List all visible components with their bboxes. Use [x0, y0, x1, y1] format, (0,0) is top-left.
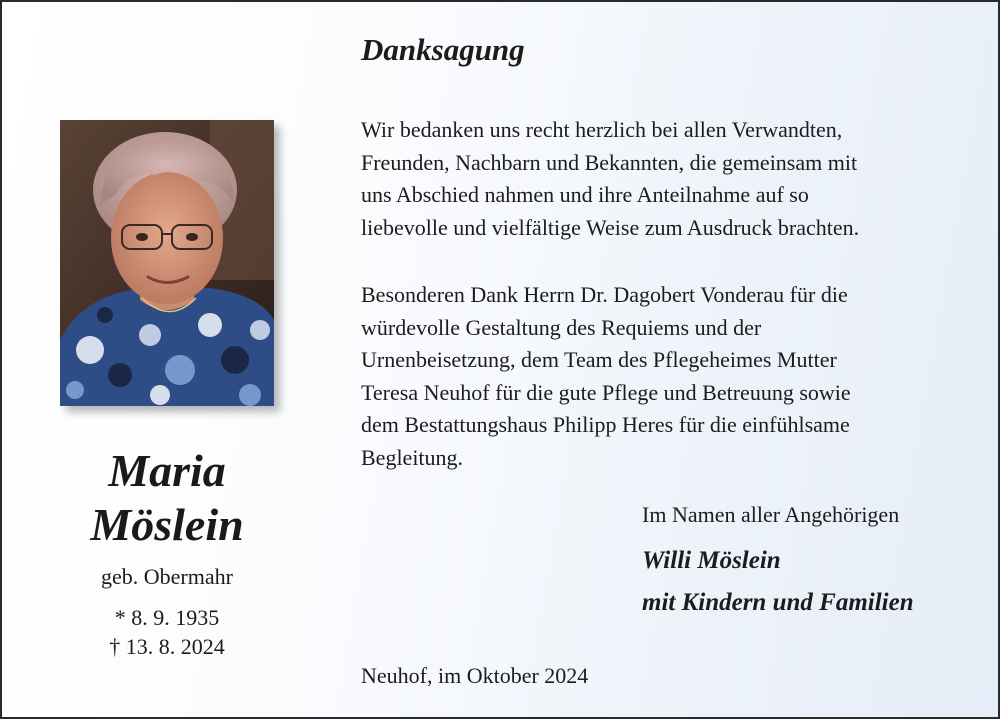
signature-name: Willi Möslein	[642, 547, 781, 574]
paragraph-line: Teresa Neuhof für die gute Pflege und Betreuung sowie	[361, 379, 851, 405]
thanks-paragraph-1	[361, 114, 961, 244]
paragraph-line: Freunden, Nachbarn und Bekannten, die gemeinsam mit	[361, 149, 858, 175]
paragraph-line: würdevolle Gestaltung des Requiems und der	[361, 314, 762, 340]
death-date: 13. 8. 2024	[125, 634, 225, 659]
paragraph-line: dem Bestattungshaus Philipp Heres für die einfühlsame	[361, 412, 850, 437]
birth-symbol: *	[114, 605, 126, 630]
thanks-paragraph-2	[361, 279, 961, 474]
paragraph-line: Wir bedanken uns recht herzlich bei allen Verwandten,	[361, 117, 843, 142]
signature-intro: Im Namen aller Angehörigen	[642, 502, 900, 527]
deceased-last-name: Möslein	[90, 499, 244, 550]
deceased-first-name: Maria	[108, 445, 226, 496]
birth-name: geb. Obermahr	[101, 564, 233, 589]
heading-title: Danksagung	[361, 32, 525, 67]
place-date: Neuhof, im Oktober 2024	[361, 663, 589, 688]
paragraph-line: uns Abschied nahmen und ihre Anteilnahme auf so	[361, 182, 809, 207]
birth-date-line	[32, 605, 302, 631]
birth-date: 8. 9. 1935	[131, 605, 220, 630]
paragraph-line: Besonderen Dank Herrn Dr. Dagobert Vonderau für die	[361, 282, 848, 307]
paragraph-line: Urnenbeisetzung, dem Team des Pflegeheimes Mutter	[361, 347, 837, 372]
signature-family: mit Kindern und Familien	[642, 589, 914, 616]
portrait-photo	[60, 120, 274, 406]
paragraph-line: liebevolle und vielfältige Weise zum Ausdruck brachten.	[361, 214, 860, 240]
death-date-line	[32, 634, 302, 660]
death-symbol: †	[109, 634, 121, 659]
paragraph-line: Begleitung.	[361, 444, 464, 470]
